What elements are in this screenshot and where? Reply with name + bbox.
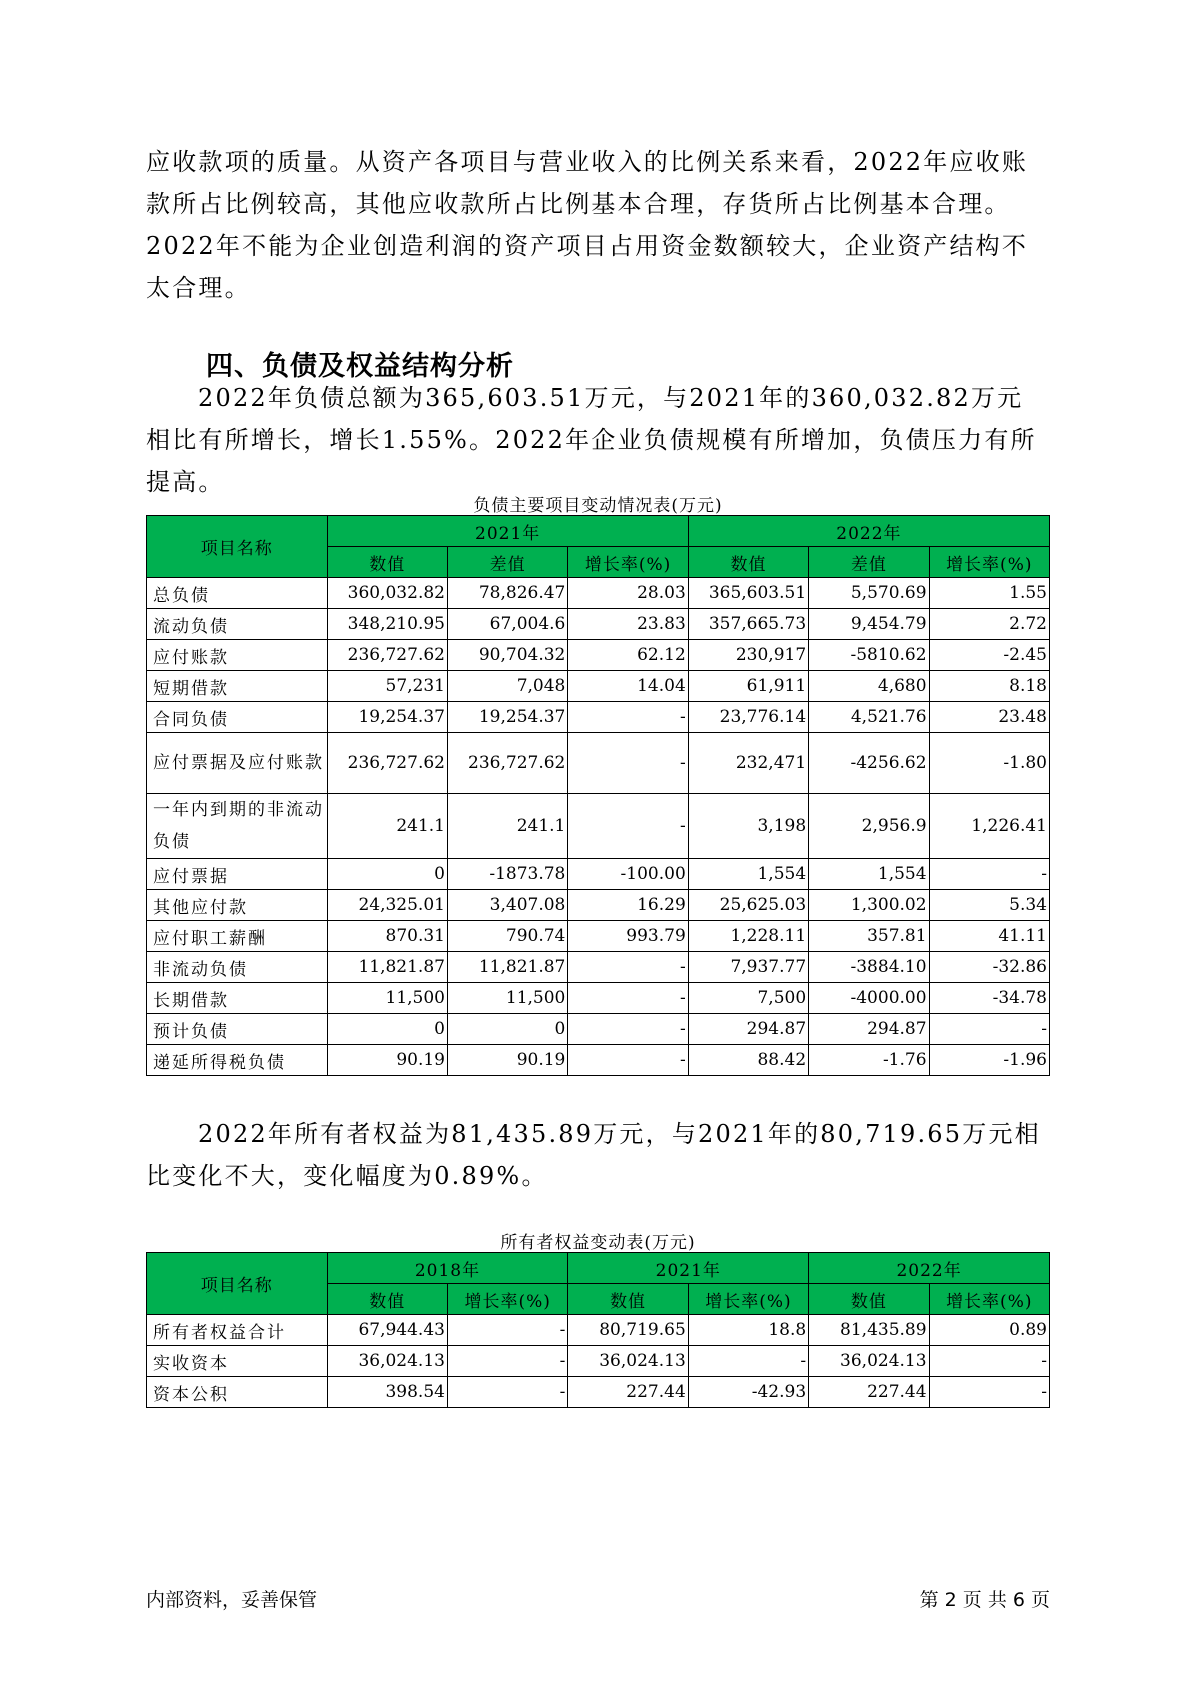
table-row <box>147 733 1050 794</box>
value-cell: 11,500 <box>447 983 567 1014</box>
value-cell: 236,727.62 <box>327 733 447 794</box>
value-cell: 41.11 <box>929 921 1049 952</box>
row-label-cell: 预计负债 <box>147 1014 328 1045</box>
value-cell: 0 <box>327 859 447 890</box>
table-row <box>147 1346 1050 1377</box>
value-cell: -1.80 <box>929 733 1049 794</box>
value-cell: 227.44 <box>809 1377 929 1408</box>
equity-table-caption: 所有者权益变动表(万元) <box>500 1233 696 1253</box>
value-cell: 28.03 <box>568 578 688 609</box>
value-cell: 3,198 <box>688 794 808 859</box>
row-label-cell: 其他应付款 <box>147 890 328 921</box>
value-cell: 0 <box>327 1014 447 1045</box>
value-cell: - <box>568 702 688 733</box>
value-cell: - <box>568 794 688 859</box>
value-cell: 11,500 <box>327 983 447 1014</box>
value-cell: 36,024.13 <box>568 1346 688 1377</box>
table-row <box>147 1315 1050 1346</box>
value-cell: - <box>929 1014 1049 1045</box>
row-label-cell: 递延所得税负债 <box>147 1045 328 1076</box>
value-cell: 2,956.9 <box>809 794 929 859</box>
value-cell: 357.81 <box>809 921 929 952</box>
header-year-2022: 2022年 <box>809 1253 1050 1284</box>
liability-paragraph <box>146 377 1046 503</box>
value-cell: -1873.78 <box>447 859 567 890</box>
value-cell: 1,554 <box>688 859 808 890</box>
subheader-growth: 增长率(%) <box>929 547 1049 578</box>
liability-paragraph-text: 2022年负债总额为365,603.51万元，与2021年的360,032.82万元相比有所增长，增长1.55%。2022年企业负债规模有所增加，负债压力有所提高。 <box>146 384 1037 496</box>
section-heading: 四、负债及权益结构分析 <box>206 351 514 382</box>
value-cell: 67,944.43 <box>327 1315 447 1346</box>
row-label-cell: 应付票据 <box>147 859 328 890</box>
value-cell: 90.19 <box>327 1045 447 1076</box>
value-cell: 227.44 <box>568 1377 688 1408</box>
value-cell: 1,226.41 <box>929 794 1049 859</box>
table-row <box>147 609 1050 640</box>
subheader-growth: 增长率(%) <box>447 1284 567 1315</box>
value-cell: 360,032.82 <box>327 578 447 609</box>
value-cell: 5.34 <box>929 890 1049 921</box>
liability-table <box>146 515 1050 1076</box>
value-cell: 62.12 <box>568 640 688 671</box>
row-label-cell: 总负债 <box>147 578 328 609</box>
subheader-growth: 增长率(%) <box>929 1284 1049 1315</box>
equity-paragraph <box>146 1113 1046 1197</box>
value-cell: -2.45 <box>929 640 1049 671</box>
value-cell: 1.55 <box>929 578 1049 609</box>
value-cell: 230,917 <box>688 640 808 671</box>
subheader-diff: 差值 <box>809 547 929 578</box>
value-cell: - <box>568 733 688 794</box>
value-cell: 78,826.47 <box>447 578 567 609</box>
value-cell: 7,500 <box>688 983 808 1014</box>
value-cell: -34.78 <box>929 983 1049 1014</box>
value-cell: 67,004.6 <box>447 609 567 640</box>
value-cell: 11,821.87 <box>327 952 447 983</box>
value-cell: 57,231 <box>327 671 447 702</box>
row-label-cell: 资本公积 <box>147 1377 328 1408</box>
value-cell: 790.74 <box>447 921 567 952</box>
subheader-diff: 差值 <box>447 547 567 578</box>
row-label-cell: 合同负债 <box>147 702 328 733</box>
value-cell: 24,325.01 <box>327 890 447 921</box>
value-cell: 7,048 <box>447 671 567 702</box>
value-cell: 294.87 <box>688 1014 808 1045</box>
value-cell: - <box>688 1346 808 1377</box>
value-cell: 36,024.13 <box>809 1346 929 1377</box>
value-cell: 5,570.69 <box>809 578 929 609</box>
value-cell: 25,625.03 <box>688 890 808 921</box>
value-cell: 19,254.37 <box>327 702 447 733</box>
row-label-cell: 流动负债 <box>147 609 328 640</box>
table-row <box>147 702 1050 733</box>
row-label-cell: 非流动负债 <box>147 952 328 983</box>
value-cell: 11,821.87 <box>447 952 567 983</box>
value-cell: - <box>568 1014 688 1045</box>
value-cell: 348,210.95 <box>327 609 447 640</box>
table-row <box>147 578 1050 609</box>
value-cell: 993.79 <box>568 921 688 952</box>
table-row <box>147 921 1050 952</box>
value-cell: 241.1 <box>447 794 567 859</box>
value-cell: - <box>929 859 1049 890</box>
value-cell: 80,719.65 <box>568 1315 688 1346</box>
value-cell: 365,603.51 <box>688 578 808 609</box>
header-year-2022: 2022年 <box>688 516 1049 547</box>
liability-table-caption: 负债主要项目变动情况表(万元) <box>473 496 723 516</box>
value-cell: -5810.62 <box>809 640 929 671</box>
value-cell: 870.31 <box>327 921 447 952</box>
value-cell: - <box>568 1045 688 1076</box>
header-year-2021: 2021年 <box>568 1253 809 1284</box>
table-row <box>147 1014 1050 1045</box>
header-year-2021: 2021年 <box>327 516 688 547</box>
value-cell: 2.72 <box>929 609 1049 640</box>
value-cell: 61,911 <box>688 671 808 702</box>
value-cell: 294.87 <box>809 1014 929 1045</box>
value-cell: 16.29 <box>568 890 688 921</box>
value-cell: 23.48 <box>929 702 1049 733</box>
value-cell: 88.42 <box>688 1045 808 1076</box>
value-cell: 236,727.62 <box>447 733 567 794</box>
subheader-value: 数值 <box>809 1284 929 1315</box>
table-row <box>147 890 1050 921</box>
row-label-cell: 实收资本 <box>147 1346 328 1377</box>
value-cell: 357,665.73 <box>688 609 808 640</box>
equity-table <box>146 1252 1050 1408</box>
header-item-name: 项目名称 <box>147 1253 328 1315</box>
value-cell: 236,727.62 <box>327 640 447 671</box>
value-cell: -42.93 <box>688 1377 808 1408</box>
footer-confidential-note: 内部资料，妥善保管 <box>146 1589 318 1611</box>
header-item-name: 项目名称 <box>147 516 328 578</box>
subheader-growth: 增长率(%) <box>568 547 688 578</box>
value-cell: 23,776.14 <box>688 702 808 733</box>
equity-paragraph-text: 2022年所有者权益为81,435.89万元，与2021年的80,719.65万元相比变化不大，变化幅度为0.89%。 <box>146 1120 1041 1190</box>
value-cell: 232,471 <box>688 733 808 794</box>
value-cell: 3,407.08 <box>447 890 567 921</box>
value-cell: 7,937.77 <box>688 952 808 983</box>
table-row <box>147 1045 1050 1076</box>
subheader-value: 数值 <box>568 1284 688 1315</box>
value-cell: -4000.00 <box>809 983 929 1014</box>
value-cell: 0.89 <box>929 1315 1049 1346</box>
value-cell: -3884.10 <box>809 952 929 983</box>
value-cell: 23.83 <box>568 609 688 640</box>
value-cell: 8.18 <box>929 671 1049 702</box>
value-cell: 398.54 <box>327 1377 447 1408</box>
value-cell: 4,680 <box>809 671 929 702</box>
value-cell: 0 <box>447 1014 567 1045</box>
subheader-value: 数值 <box>327 547 447 578</box>
value-cell: -4256.62 <box>809 733 929 794</box>
value-cell: - <box>447 1377 567 1408</box>
value-cell: 90,704.32 <box>447 640 567 671</box>
value-cell: - <box>568 983 688 1014</box>
intro-paragraph: 应收款项的质量。从资产各项目与营业收入的比例关系来看，2022年应收账款所占比例较高，其他应收款所占比例基本合理，存货所占比例基本合理。2022年不能为企业创造利润的资产项目占用资金数额较大，企业资产结构不太合理。 <box>146 148 1029 302</box>
subheader-value: 数值 <box>688 547 808 578</box>
value-cell: -1.96 <box>929 1045 1049 1076</box>
table-row <box>147 794 1050 859</box>
value-cell: - <box>929 1346 1049 1377</box>
value-cell: 18.8 <box>688 1315 808 1346</box>
value-cell: - <box>447 1346 567 1377</box>
value-cell: 90.19 <box>447 1045 567 1076</box>
table-row <box>147 952 1050 983</box>
value-cell: - <box>568 952 688 983</box>
row-label-cell: 所有者权益合计 <box>147 1315 328 1346</box>
value-cell: 1,554 <box>809 859 929 890</box>
value-cell: - <box>447 1315 567 1346</box>
value-cell: 1,300.02 <box>809 890 929 921</box>
table-row <box>147 640 1050 671</box>
header-year-2018: 2018年 <box>327 1253 568 1284</box>
value-cell: -100.00 <box>568 859 688 890</box>
value-cell: 19,254.37 <box>447 702 567 733</box>
table-row <box>147 671 1050 702</box>
table-row <box>147 859 1050 890</box>
subheader-growth: 增长率(%) <box>688 1284 808 1315</box>
value-cell: 1,228.11 <box>688 921 808 952</box>
value-cell: - <box>929 1377 1049 1408</box>
subheader-value: 数值 <box>327 1284 447 1315</box>
row-label-cell: 应付票据及应付账款 <box>147 733 328 794</box>
table-row <box>147 1377 1050 1408</box>
value-cell: 9,454.79 <box>809 609 929 640</box>
row-label-cell: 短期借款 <box>147 671 328 702</box>
value-cell: -32.86 <box>929 952 1049 983</box>
row-label-cell: 一年内到期的非流动负债 <box>147 794 328 859</box>
table-row <box>147 983 1050 1014</box>
value-cell: 241.1 <box>327 794 447 859</box>
value-cell: 81,435.89 <box>809 1315 929 1346</box>
row-label-cell: 应付职工薪酬 <box>147 921 328 952</box>
row-label-cell: 长期借款 <box>147 983 328 1014</box>
footer-page-number: 第 2 页 共 6 页 <box>919 1589 1050 1611</box>
row-label-cell: 应付账款 <box>147 640 328 671</box>
value-cell: -1.76 <box>809 1045 929 1076</box>
value-cell: 14.04 <box>568 671 688 702</box>
value-cell: 4,521.76 <box>809 702 929 733</box>
value-cell: 36,024.13 <box>327 1346 447 1377</box>
